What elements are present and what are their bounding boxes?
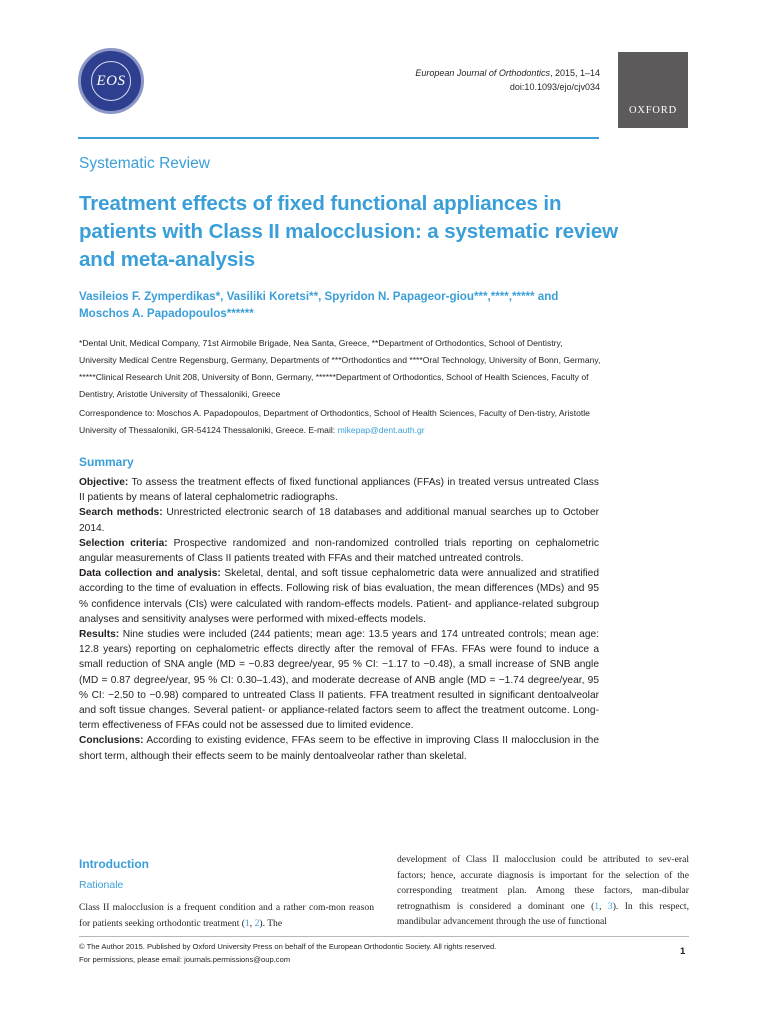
body-paragraph xyxy=(79,900,374,931)
summary-label: Conclusions: xyxy=(79,735,144,747)
reference-separator: , xyxy=(249,917,255,929)
society-logo xyxy=(78,48,144,114)
page-number: 1 xyxy=(680,946,686,957)
correspondence-text: Correspondence to: Moschos A. Papadopoulos, Department of Orthodontics, School of Health Sciences, Faculty of Den-tistry, Aristotle University of Thessaloniki, GR-54124 Thessaloniki, Greece. E-mail: xyxy=(79,408,590,435)
summary-label: Objective: xyxy=(79,477,129,488)
summary-conclusions xyxy=(79,733,599,763)
body-column-left xyxy=(79,900,374,931)
correspondence-email-link[interactable]: mikepap@dent.auth.gr xyxy=(337,425,425,435)
reference-link[interactable]: 3 xyxy=(607,900,613,912)
summary-text: Unrestricted electronic search of 18 databases and additional manual searches up to October 2014. xyxy=(79,507,599,534)
reference-separator: , xyxy=(599,900,608,912)
body-paragraph xyxy=(397,852,689,930)
footer-divider xyxy=(79,936,689,937)
summary-body xyxy=(79,475,599,764)
summary-text: To assess the treatment effects of fixed functional appliances (FFAs) in treated versus untreated Class II patients by means of lateral cephalometric radiographs. xyxy=(79,477,599,504)
footer xyxy=(79,940,639,966)
summary-label: Results: xyxy=(79,629,120,641)
header-divider xyxy=(78,137,599,139)
journal-meta: , 2015, 1–14 xyxy=(549,68,600,78)
journal-name: European Journal of Orthodontics xyxy=(415,68,550,78)
publisher-logo xyxy=(618,52,688,128)
article-title: Treatment effects of fixed functional appliances in patients with Class II malocclusion: a systematic review and meta-analysis xyxy=(79,192,618,271)
summary-label: Search methods: xyxy=(79,507,163,519)
summary-selection-criteria xyxy=(79,536,599,566)
body-text: Class II malocclusion is a frequent condition and a rather com-mon reason for patients seeking orthodontic treatment ( xyxy=(79,902,374,929)
summary-label: Data collection and analysis: xyxy=(79,568,221,580)
body-text: ). The xyxy=(259,917,283,929)
summary-text: According to existing evidence, FFAs seem to be effective in improving Class II malocclusion in the short term, although their effects seem to be mainly dentoalveolar rather than skeletal. xyxy=(79,735,599,762)
permissions-notice: For permissions, please email: journals.permissions@oup.com xyxy=(79,955,291,964)
summary-search-methods xyxy=(79,505,599,535)
reference-link[interactable]: 1 xyxy=(244,917,250,929)
rationale-subheading: Rationale xyxy=(79,879,124,891)
summary-objective xyxy=(79,475,599,505)
article-type: Systematic Review xyxy=(79,155,210,172)
reference-link[interactable]: 1 xyxy=(594,900,600,912)
body-text: ). In this respect, mandibular advancement through the use of functional xyxy=(397,900,689,927)
correspondence xyxy=(79,405,601,439)
affiliations: *Dental Unit, Medical Company, 71st Airmobile Brigade, Nea Santa, Greece, **Department of Orthodontics, School of Dentistry, University Medical Centre Regensburg, Germany, Departments of ***Orthodontics and ****Oral Technology, University of Bonn, Germany, *****Clinical Research Unit 208, University of Bonn, Germany, ******Department of Orthodontics, School of Health Sciences, Faculty of Dentistry, Aristotle University of Thessaloniki, Greece xyxy=(79,338,601,399)
summary-label: Selection criteria: xyxy=(79,537,168,549)
summary-text: Nine studies were included (244 patients; mean age: 13.5 years and 174 untreated controls; mean age: 12.8 years) reporting on cephalometric effects directly after the removal of FFAs. FFAs were found to induce a small reduction of SNA angle (MD = −0.83 degree/year, 95 % CI: −1.17 to −0.48), a small increase of SNB angle (MD = 0.87 degree/year, 95 % CI: 0.30–1.43), and moderate decrease of ANB angle (MD = −1.74 degree/year, 95 % CI: −2.50 to −0.98) compared to untreated Class II patients. FFA treatment resulted in significant dentoalveolar and soft tissue changes. Several patient- or appliance-related factors seem to affect the treatment outcome. Long-term effectiveness of FFAs could not be assessed due to limited evidence. xyxy=(79,629,599,732)
author-list: Vasileios F. Zymperdikas*, Vasiliki Koretsi**, Spyridon N. Papageor-giou***,****,***** and Moschos A. Papadopoulos****** xyxy=(79,290,559,320)
body-column-right xyxy=(397,852,689,930)
copyright-notice: © The Author 2015. Published by Oxford University Press on behalf of the European Orthodontic Society. All rights reserved. xyxy=(79,942,497,951)
summary-text: Skeletal, dental, and soft tissue cephalometric data were annualized and stratified according to the time of evaluation in effects. Following risk of bias evaluation, the mean differences (MDs) and 95 % confidence intervals (CIs) were calculated with random-effects models. Patient- and appliance-related subgroup analyses and sensitivity analyses were performed with mixed-effects models. xyxy=(79,568,600,625)
introduction-heading: Introduction xyxy=(79,857,149,871)
doi[interactable]: doi:10.1093/ejo/cjv034 xyxy=(509,82,600,92)
summary-data-collection xyxy=(79,566,599,627)
reference-link[interactable]: 2 xyxy=(254,917,260,929)
journal-citation xyxy=(415,68,600,78)
summary-heading: Summary xyxy=(79,455,134,469)
publisher-name: OXFORD xyxy=(629,105,677,116)
summary-text: Prospective randomized and non-randomized controlled trials reporting on cephalometric angular measurements of Class II patients treated with FFAs and their matched untreated controls. xyxy=(79,537,600,565)
body-text: development of Class II malocclusion could be attributed to sev-eral factors; hence, accurate diagnosis is important for the selection of the corresponding treatment plan. Among these factors, man-dibular retrognathism is considered a dominant one ( xyxy=(397,854,689,912)
summary-results xyxy=(79,627,599,733)
logo-text: EOS xyxy=(96,73,126,89)
